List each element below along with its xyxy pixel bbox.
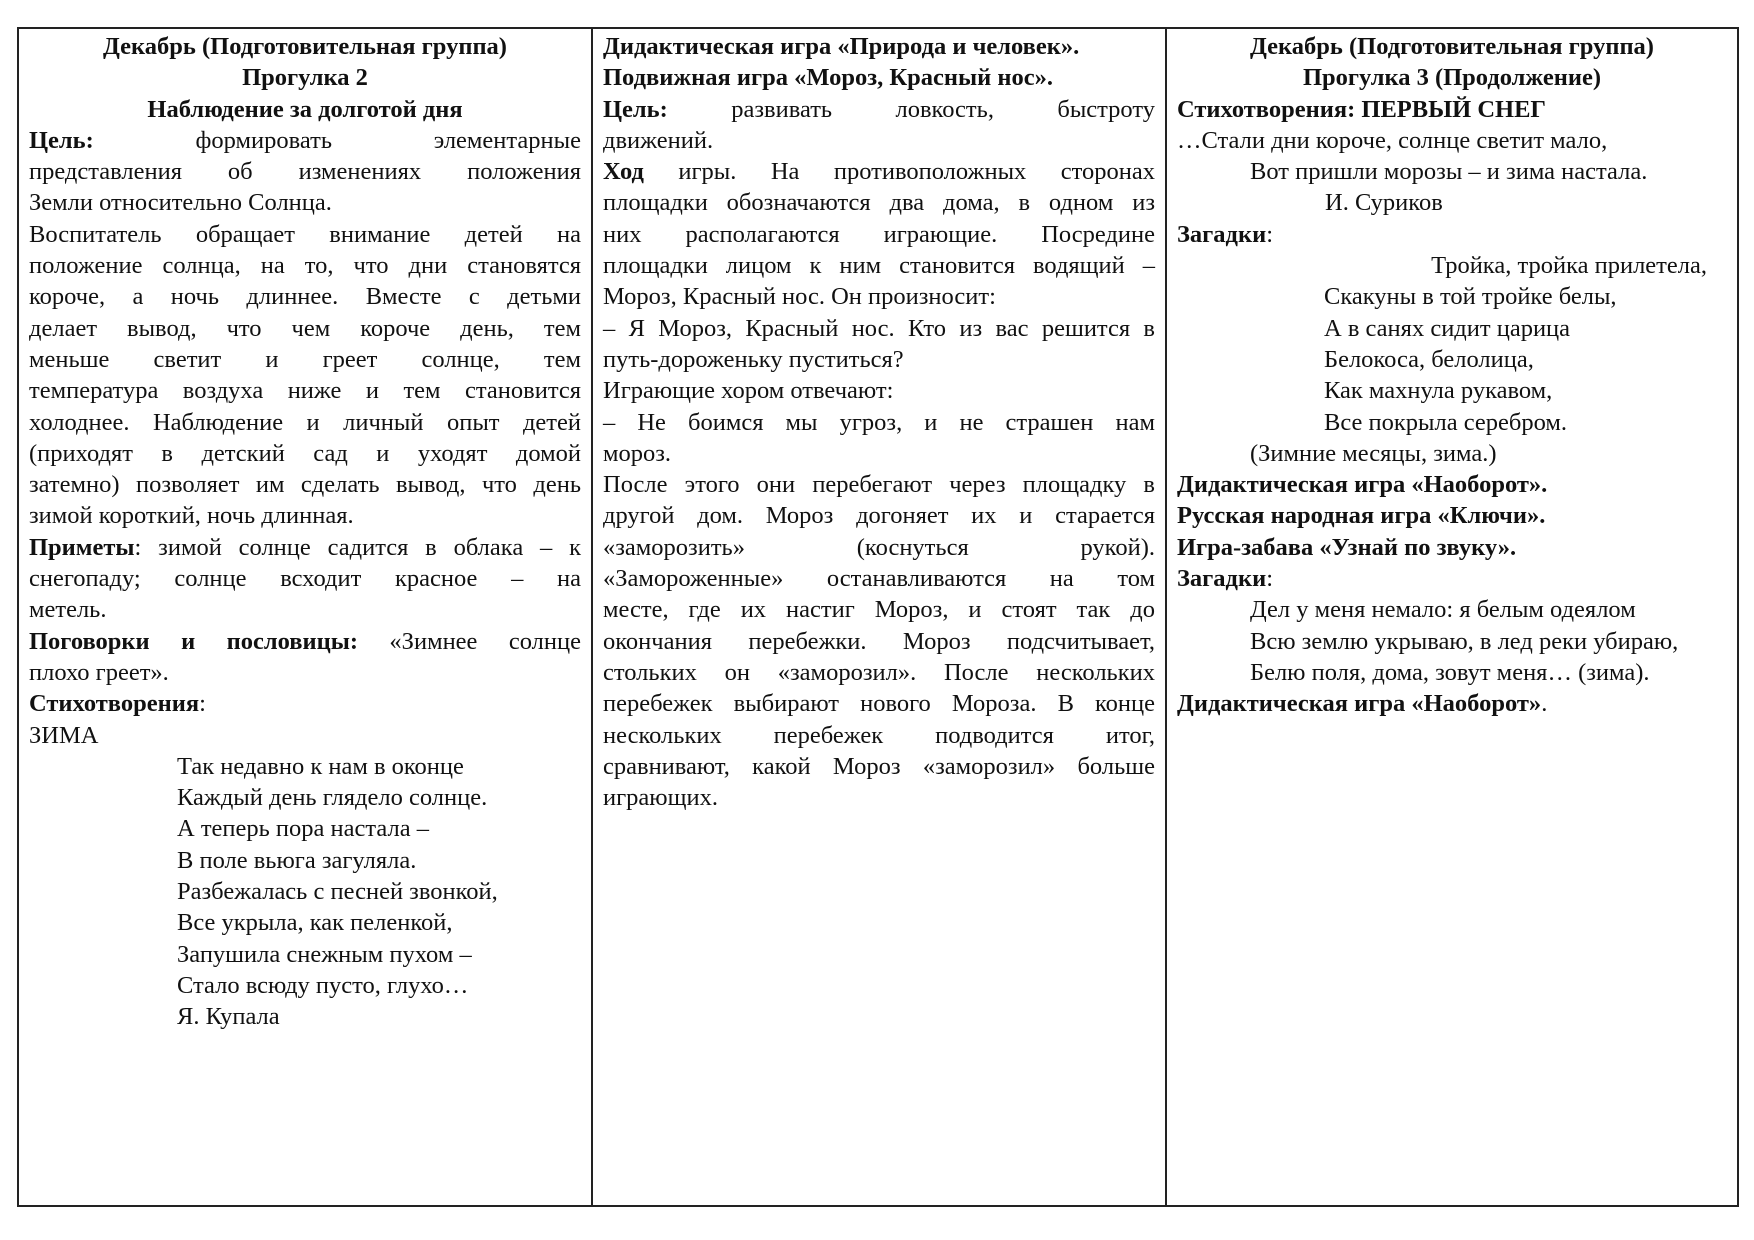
rule-line: перебежек выбирают нового Мороза. В конце xyxy=(603,690,1155,718)
body-line: холоднее. Наблюдение и личный опыт детей xyxy=(29,408,581,436)
column-games xyxy=(593,29,1167,1205)
goal-line: Цель: развивать ловкость, быстроту xyxy=(603,95,1155,123)
poem-line: Все укрыла, как пеленкой, xyxy=(177,909,453,937)
body-line: короче, а ночь длиннее. Вместе с детьми xyxy=(29,283,581,311)
riddle-line: Белю поля, дома, зовут меня… (зима). xyxy=(1250,658,1650,686)
goal-label: Цель: xyxy=(603,95,668,123)
body-line-last: зимой короткий, ночь длинная. xyxy=(29,502,354,530)
rule-line: площадки обозначаются два дома, в одном из xyxy=(603,189,1155,217)
body-line: затемно) позволяет им сделать вывод, что день xyxy=(29,471,581,499)
riddle-line: А в санях сидит царица xyxy=(1324,314,1571,342)
document-table xyxy=(17,27,1739,1207)
goal-label: Цель: xyxy=(29,126,94,154)
riddle-line: Все покрыла серебром. xyxy=(1324,408,1568,436)
rule-line: стольких он «заморозил». После нескольких xyxy=(603,658,1155,686)
goal-line: Цель: формировать элементарные xyxy=(29,126,581,154)
game-didactic: Дидактическая игра «Наоборот». xyxy=(1177,471,1548,499)
body-line: Воспитатель обращает внимание детей на xyxy=(29,220,581,248)
rule-line: путь-дороженьку пуститься? xyxy=(603,345,904,373)
header-month: Декабрь (Подготовительная группа) xyxy=(1250,33,1654,60)
poem-line: А теперь пора настала – xyxy=(177,815,429,843)
body-line: меньше светит и греет солнце, тем xyxy=(29,345,581,373)
signs-line: Приметы: зимой солнце садится в облака – к xyxy=(29,533,581,561)
poem-line: …Стали дни короче, солнце светит мало, xyxy=(1177,126,1608,154)
poem-line: Запушила снежным пухом – xyxy=(177,940,472,968)
rule-line: нескольких перебежек подводится итог, xyxy=(603,721,1155,749)
rule-line: После этого они перебегают через площадку в xyxy=(603,471,1155,499)
riddle-line: Тройка, тройка прилетела, xyxy=(1431,252,1707,280)
rule-line-last: играющих. xyxy=(603,784,718,812)
poem-line: Вот пришли морозы – и зима настала. xyxy=(1250,158,1648,186)
poem-title: ЗИМА xyxy=(29,721,99,749)
rule-line: окончания перебежки. Мороз подсчитывает, xyxy=(603,627,1155,655)
proverbs-line-2: плохо греет». xyxy=(29,658,169,686)
riddles-heading: Загадки: xyxy=(1177,220,1273,248)
rule-line: сравнивают, какой Мороз «заморозил» больше xyxy=(603,752,1155,780)
rule-line: Играющие хором отвечают: xyxy=(603,377,894,405)
header-topic: Наблюдение за долготой дня xyxy=(147,95,463,123)
proverbs-line: Поговорки и пословицы: «Зимнее солнце xyxy=(29,627,581,655)
riddle-line: Скакуны в той тройке белы, xyxy=(1324,283,1617,311)
body-line: (приходят в детский сад и уходят домой xyxy=(29,439,581,467)
column-walk-2 xyxy=(19,29,593,1205)
rule-line: другой дом. Мороз догоняет их и старается xyxy=(603,502,1155,530)
riddle-answer: (Зимние месяцы, зима.) xyxy=(1250,439,1497,467)
poem-line: Разбежалась с песней звонкой, xyxy=(177,878,498,906)
game-folk: Русская народная игра «Ключи». xyxy=(1177,502,1546,530)
rule-line: них располагаются играющие. Посредине xyxy=(603,220,1155,248)
game-didactic-2: Дидактическая игра «Наоборот». xyxy=(1177,690,1548,718)
goal-line-2: движений. xyxy=(603,126,714,154)
body-line: делает вывод, что чем короче день, тем xyxy=(29,314,581,342)
poem-author: Я. Купала xyxy=(177,1003,280,1031)
poem-line: Так недавно к нам в оконце xyxy=(177,752,464,780)
header-walk: Прогулка 3 (Продолжение) xyxy=(1303,64,1601,92)
rule-line: «Замороженные» останавливаются на том xyxy=(603,565,1155,593)
poem-author: И. Суриков xyxy=(1325,189,1443,217)
proverbs-label: Поговорки и пословицы: xyxy=(29,627,358,655)
game-didactic: Дидактическая игра «Природа и человек». xyxy=(603,33,1080,60)
poems-heading: Стихотворения: ПЕРВЫЙ СНЕГ xyxy=(1177,95,1547,123)
game-active: Подвижная игра «Мороз, Красный нос». xyxy=(603,64,1053,92)
header-month: Декабрь (Подготовительная группа) xyxy=(103,33,507,60)
column-walk-3 xyxy=(1167,29,1737,1205)
rule-line: «заморозить» (коснуться рукой). xyxy=(603,533,1155,561)
riddle-line: Всю землю укрываю, в лед реки убираю, xyxy=(1250,627,1679,655)
body-line: положение солнца, на то, что дни становятся xyxy=(29,252,581,280)
goal-line-2: представления об изменениях положения xyxy=(29,158,581,186)
poems-heading: Стихотворения: xyxy=(29,690,206,718)
signs-line-3: метель. xyxy=(29,596,107,624)
rule-line: – Я Мороз, Красный нос. Кто из вас решится в xyxy=(603,314,1155,342)
signs-line-2: снегопаду; солнце всходит красное – на xyxy=(29,565,581,593)
game-fun: Игра-забава «Узнай по звуку». xyxy=(1177,533,1517,561)
goal-line-3: Земли относительно Солнца. xyxy=(29,189,332,217)
poem-line: В поле вьюга загуляла. xyxy=(177,846,417,874)
move-line: Ход игры. На противоположных сторонах xyxy=(603,158,1155,186)
rule-line: месте, где их настиг Мороз, и стоят так до xyxy=(603,596,1155,624)
move-label: Ход xyxy=(603,158,644,186)
body-line: температура воздуха ниже и тем становится xyxy=(29,377,581,405)
rule-line: – Не боимся мы угроз, и не страшен нам xyxy=(603,408,1155,436)
riddles-heading-2: Загадки: xyxy=(1177,565,1273,593)
rule-line: мороз. xyxy=(603,439,672,467)
signs-label: Приметы xyxy=(29,533,135,561)
rule-line: площадки лицом к ним становится водящий – xyxy=(603,252,1155,280)
rule-line: Мороз, Красный нос. Он произносит: xyxy=(603,283,996,311)
header-walk: Прогулка 2 xyxy=(242,64,368,92)
poem-line: Каждый день глядело солнце. xyxy=(177,784,488,812)
riddle-line: Белокоса, белолица, xyxy=(1324,345,1534,373)
poem-line: Стало всюду пусто, глухо… xyxy=(177,971,469,999)
riddle-line: Как махнула рукавом, xyxy=(1324,377,1553,405)
riddle-line: Дел у меня немало: я белым одеялом xyxy=(1250,596,1636,624)
